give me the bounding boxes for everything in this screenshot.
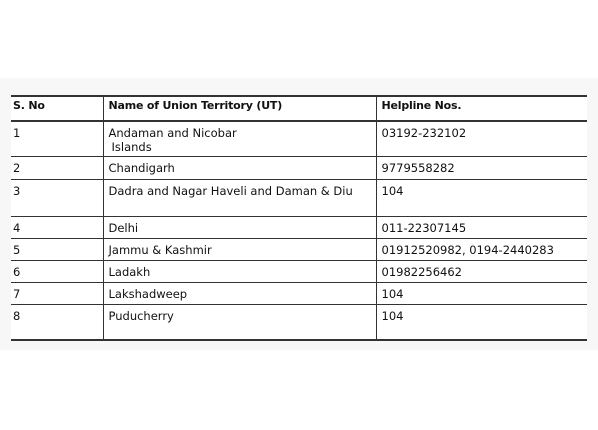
cell-helpline: 104	[376, 305, 587, 341]
table-row	[11, 121, 587, 157]
column-header-ut-name: Name of Union Territory (UT)	[103, 96, 376, 121]
cell-ut-name: Chandigarh	[103, 157, 376, 180]
cell-sno: 6	[11, 261, 103, 283]
ut-name-line: Islands	[111, 140, 152, 154]
cell-ut-name: Ladakh	[103, 261, 376, 283]
cell-helpline: 01912520982, 0194-2440283	[376, 239, 587, 261]
cell-sno: 3	[11, 180, 103, 217]
ut-name-line: Andaman and Nicobar	[108, 126, 237, 140]
cell-helpline: 03192-232102	[376, 121, 587, 157]
union-territory-helpline-table	[11, 95, 587, 341]
cell-sno: 7	[11, 283, 103, 305]
cell-helpline: 104	[376, 283, 587, 305]
table-header-row	[11, 96, 587, 121]
cell-sno: 1	[11, 121, 103, 157]
cell-ut-name: Delhi	[103, 217, 376, 239]
cell-helpline: 104	[376, 180, 587, 217]
column-header-sno: S. No	[11, 96, 103, 121]
table-row	[11, 283, 587, 305]
table-row	[11, 239, 587, 261]
table-row	[11, 217, 587, 239]
cell-sno: 2	[11, 157, 103, 180]
table-row	[11, 157, 587, 180]
cell-ut-name: Jammu & Kashmir	[103, 239, 376, 261]
cell-sno: 8	[11, 305, 103, 341]
cell-ut-name: Lakshadweep	[103, 283, 376, 305]
cell-ut-name: Puducherry	[103, 305, 376, 341]
cell-helpline: 01982256462	[376, 261, 587, 283]
table-row	[11, 305, 587, 341]
cell-ut-name: Dadra and Nagar Haveli and Daman & Diu	[103, 180, 376, 217]
cell-sno: 4	[11, 217, 103, 239]
cell-helpline: 9779558282	[376, 157, 587, 180]
table-row	[11, 261, 587, 283]
cell-helpline: 011-22307145	[376, 217, 587, 239]
column-header-helpline: Helpline Nos.	[376, 96, 587, 121]
cell-sno: 5	[11, 239, 103, 261]
table-row	[11, 180, 587, 217]
cell-ut-name	[103, 121, 376, 157]
